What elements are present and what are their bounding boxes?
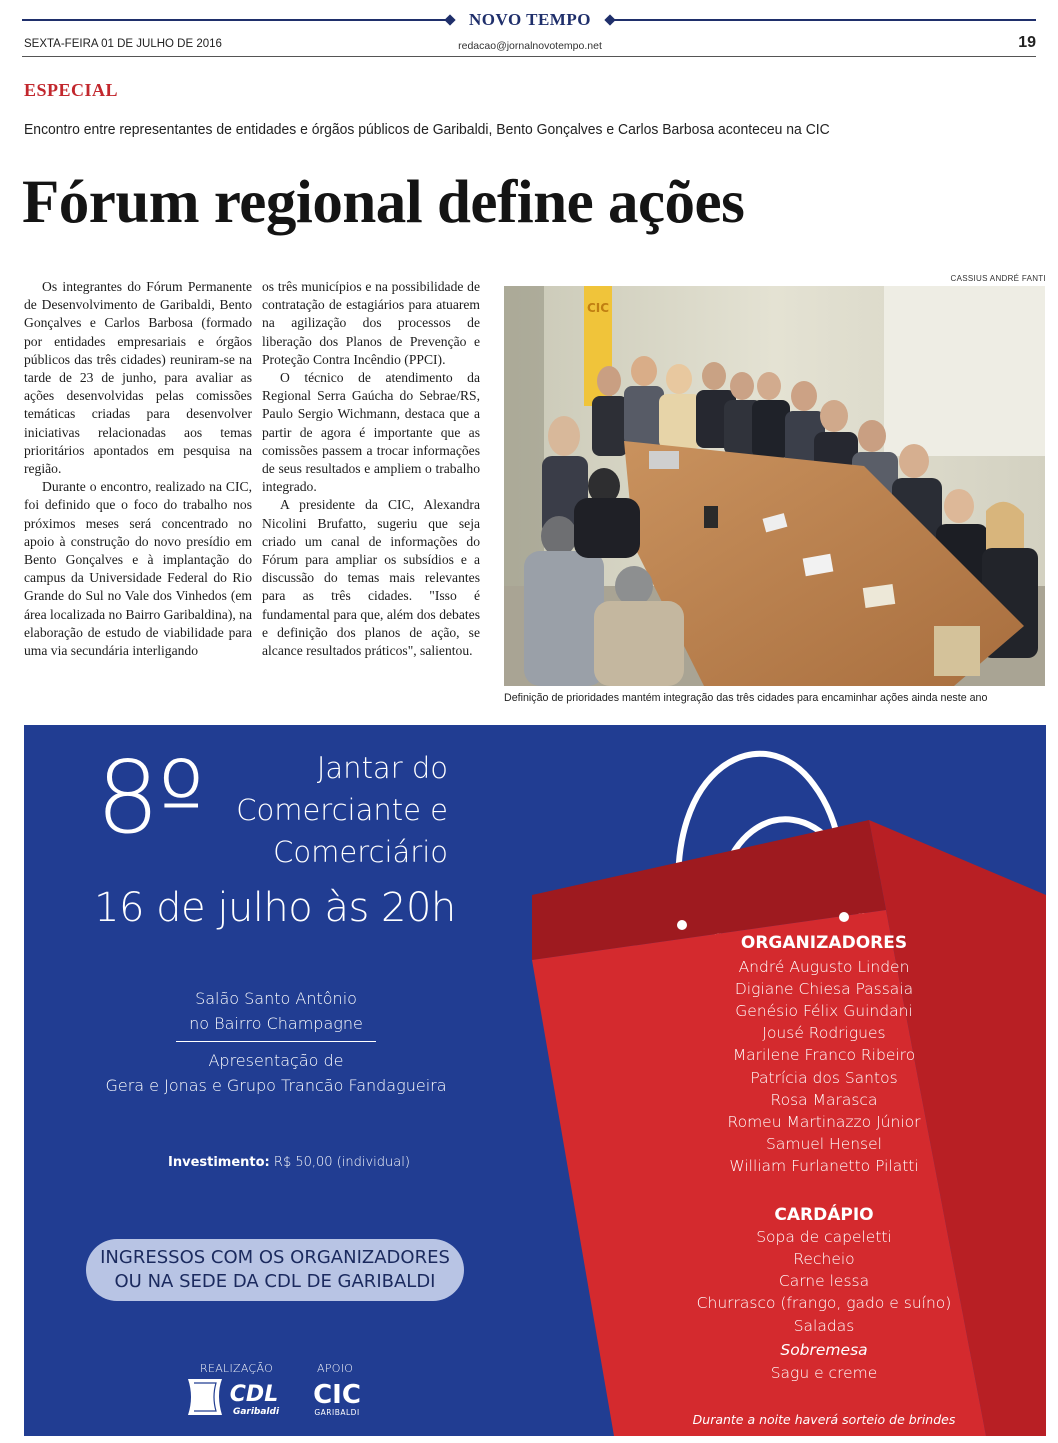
- article-paragraph: Durante o encontro, realizado na CIC, foi definido que o foco do trabalho nos próximos meses será concentrado no apoio à construção do novo presídio em Bento Gonçalves e à implantação do campus da Universidade Federal do Rio Grande do Sul no Vale dos Vinhedos (em área localizada no Bairro Garibaldina), na elaboração de estudo de viabilidade para uma via secundária interligando: [24, 479, 252, 659]
- tickets-info-line: OU NA SEDE DA CDL DE GARIBALDI: [114, 1271, 436, 1292]
- event-date-time: 16 de julho às 20h: [94, 885, 456, 931]
- dessert-label: Sobremesa: [780, 1341, 868, 1359]
- menu-title: CARDÁPIO: [774, 1205, 874, 1225]
- organizer-name: André Augusto Linden: [738, 958, 910, 976]
- ticket-price: [168, 1155, 410, 1170]
- menu-item: Carne lessa: [778, 1272, 870, 1290]
- organizer-name: Romeu Martinazzo Júnior: [727, 1113, 921, 1131]
- article-headline: Fórum regional define ações: [22, 169, 745, 236]
- cdl-logo-subtext: Garibaldi: [232, 1407, 280, 1417]
- meeting-photo-illustration: [504, 286, 1045, 686]
- masthead-ornament-left: [444, 14, 455, 25]
- masthead: [0, 6, 1058, 34]
- organizer-name: Samuel Hensel: [766, 1135, 882, 1153]
- event-name-line: Jantar do: [316, 751, 448, 785]
- show-line: Gera e Jonas e Grupo Trancão Fandagueira: [105, 1076, 447, 1095]
- organizer-name: Rosa Marasca: [770, 1091, 878, 1109]
- venue-divider: [176, 1041, 376, 1042]
- venue-line: Salão Santo Antônio: [195, 989, 357, 1008]
- event-name-line: Comerciário: [273, 835, 448, 869]
- cic-logo: [304, 1375, 370, 1419]
- article-paragraph: A presidente da CIC, Alexandra Nicolini Brufatto, sugeriu que seja criado um canal de informações do Fórum para ampliar os subsídios e a discussão do temas mais relevantes para as três cidades. "Isso é fundamental para que, além dos debates e definição dos planos de ação, se alcance resultados práticos", salientou.: [262, 497, 480, 659]
- organizer-name: Jousé Rodrigues: [762, 1024, 886, 1042]
- issue-date: SEXTA-FEIRA 01 DE JULHO DE 2016: [24, 38, 222, 50]
- raffle-note: Durante a noite haverá sorteio de brindes: [692, 1412, 956, 1427]
- article-subtitle: Encontro entre representantes de entidades e órgãos públicos de Garibaldi, Bento Gonçalves e Carlos Barbosa aconteceu na CIC: [24, 121, 830, 138]
- article-paragraph: Os integrantes do Fórum Permanente de Desenvolvimento de Garibaldi, Bento Gonçalves e Carlos Barbosa (formado por entidades empresariais e órgãos públicos das três cidades) reuniram-se na tarde de 23 de junho, para avaliar as ações desenvolvidas pelas comissões temáticas criadas para desenvolver iniciativas relacionadas aos temas prioritários apontados em pesquisa na região.: [24, 279, 252, 477]
- cdl-logo: [186, 1375, 286, 1419]
- support-credit-label: APOIO: [317, 1362, 354, 1375]
- menu-item: Recheio: [793, 1250, 855, 1268]
- tickets-info-line: INGRESSOS COM OS ORGANIZADORES: [100, 1247, 450, 1268]
- newspaper-name: NOVO TEMPO: [469, 10, 591, 29]
- photo-credit: CASSIUS ANDRÉ FANTI: [950, 274, 1046, 283]
- cic-logo-text: CIC: [313, 1380, 361, 1410]
- organizer-name: Marilene Franco Ribeiro: [732, 1046, 916, 1064]
- ticket-price-label: Investimento:: [168, 1155, 270, 1170]
- header-divider: [22, 56, 1036, 57]
- menu-item: Churrasco (frango, gado e suíno): [696, 1294, 952, 1312]
- organizers-title: ORGANIZADORES: [740, 933, 908, 953]
- ticket-price-value: R$ 50,00 (individual): [273, 1155, 410, 1170]
- photo-caption: Definição de prioridades mantém integração das três cidades para encaminhar ações ainda neste ano: [504, 692, 988, 704]
- dessert-item: Sagu e creme: [770, 1364, 878, 1382]
- masthead-rule-left: [22, 19, 448, 21]
- event-name-line: Comerciante e: [236, 793, 448, 827]
- organizer-name: Genésio Félix Guindani: [735, 1002, 913, 1020]
- section-label: ESPECIAL: [24, 80, 119, 100]
- dinner-advertisement: [24, 725, 1046, 1436]
- organizer-name: William Furlanetto Pilatti: [729, 1157, 919, 1175]
- cdl-logo-text: CDL: [229, 1382, 279, 1407]
- venue-line: no Bairro Champagne: [189, 1014, 363, 1033]
- article-column-2: [262, 278, 480, 660]
- menu-item: Sopa de capeletti: [756, 1228, 892, 1246]
- article-paragraph-continuation: os três municípios e na possibilidade de contratação de estagiários para atuarem na agilização dos processos de liberação dos Planos de Prevenção e Proteção Contra Incêndio (PPCI).: [262, 279, 480, 367]
- meeting-photo: [504, 286, 1045, 686]
- organizer-name: Patrícia dos Santos: [750, 1069, 898, 1087]
- organizer-credit-label: REALIZAÇÃO: [200, 1362, 274, 1375]
- wall-sign-text: CIC: [586, 301, 610, 315]
- page-number: 19: [1018, 34, 1036, 51]
- article-column-1: [24, 278, 252, 660]
- newsroom-email[interactable]: redacao@jornalnovotempo.net: [458, 40, 602, 52]
- tickets-info-pill: [86, 1239, 464, 1301]
- organizer-name: Digiane Chiesa Passaia: [734, 980, 914, 998]
- cic-logo-subtext: GARIBALDI: [314, 1408, 360, 1417]
- masthead-rule-right: [614, 19, 1036, 21]
- menu-item: Saladas: [793, 1317, 855, 1335]
- article-paragraph: O técnico de atendimento da Regional Serra Gaúcha do Sebrae/RS, Paulo Sergio Wichmann, destaca que a partir de agora é importante que as comissões passem a trocar informações de seus resultados e ampliem o trabalho integrado.: [262, 370, 480, 495]
- show-line: Apresentação de: [208, 1051, 344, 1070]
- event-edition: 8º: [96, 739, 203, 856]
